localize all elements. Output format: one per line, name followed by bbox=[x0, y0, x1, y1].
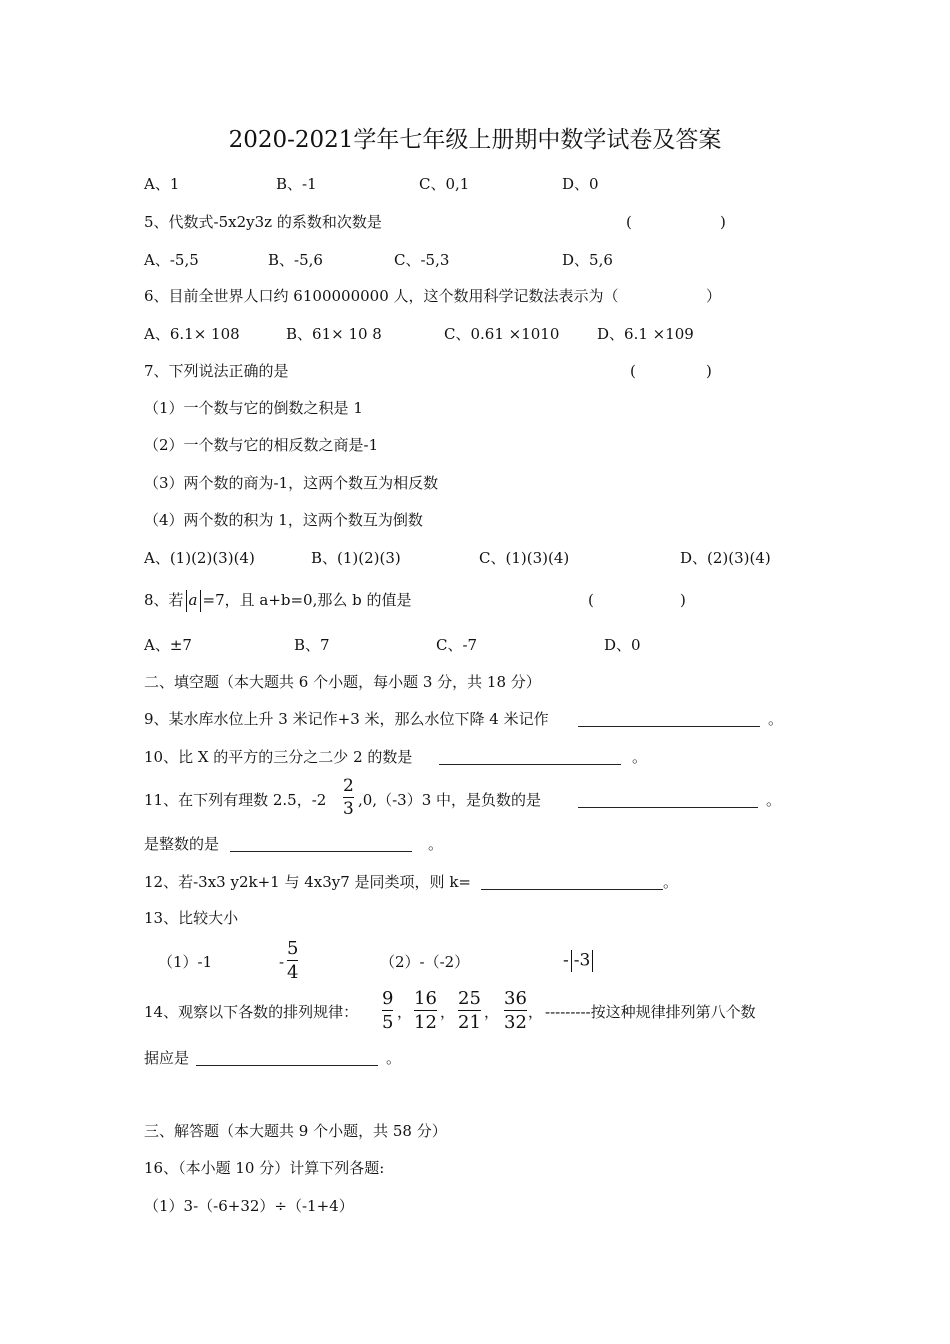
q4-option-c: C、0,1 bbox=[419, 175, 470, 193]
q13-frac-num: 5 bbox=[287, 938, 299, 959]
abs-bar-right bbox=[592, 950, 593, 972]
q10-end: 。 bbox=[632, 748, 648, 766]
q8-prefix: 8、若 bbox=[144, 591, 184, 609]
q8-variable: a bbox=[188, 591, 198, 609]
q14-comma-4: ， bbox=[528, 1003, 544, 1021]
q8-paren-open: ( bbox=[588, 591, 594, 609]
q11-suffix: ,0,（-3）3 中，是负数的是 bbox=[358, 791, 542, 809]
q11-end2: 。 bbox=[428, 835, 444, 853]
q11-negative-blank[interactable] bbox=[578, 792, 758, 808]
q11-line2: 是整数的是 bbox=[144, 835, 220, 853]
fraction-bar bbox=[414, 1010, 437, 1011]
abs-bar-right bbox=[200, 590, 201, 612]
fraction-bar bbox=[458, 1010, 481, 1011]
q7-statement-3: （3）两个数的商为-1，这两个数互为相反数 bbox=[144, 474, 439, 492]
q12-answer-blank[interactable] bbox=[481, 874, 663, 890]
q8-option-d: D、0 bbox=[604, 636, 641, 654]
fraction-bar bbox=[382, 1010, 393, 1011]
q5-paren-open: ( bbox=[626, 213, 632, 231]
abs-bar-left bbox=[186, 590, 187, 612]
q14-frac-2-num: 16 bbox=[414, 988, 437, 1009]
abs-bar-left bbox=[571, 950, 572, 972]
q16-sub1: （1）3-（-6+32）÷（-1+4） bbox=[144, 1197, 354, 1215]
fraction-bar bbox=[343, 797, 354, 798]
q4-option-b: B、-1 bbox=[276, 175, 317, 193]
q14-frac-3-den: 21 bbox=[458, 1012, 481, 1033]
q12-text: 12、若-3x3 y2k+1 与 4x3y7 是同类项，则 k= bbox=[144, 873, 471, 891]
q13-item2: （2）-（-2） bbox=[380, 953, 470, 971]
fraction-bar bbox=[504, 1010, 527, 1011]
q16-text: 16、（本小题 10 分）计算下列各题: bbox=[144, 1159, 385, 1177]
q11-prefix: 11、在下列有理数 2.5，-2 bbox=[144, 791, 327, 809]
q10-text: 10、比 X 的平方的三分之二少 2 的数是 bbox=[144, 748, 413, 766]
q9-answer-blank[interactable] bbox=[578, 711, 760, 727]
q12-end: 。 bbox=[663, 873, 679, 891]
q13-fraction bbox=[287, 938, 298, 983]
q14-frac-1-den: 5 bbox=[382, 1012, 394, 1033]
q6-option-c: C、0.61 ×1010 bbox=[444, 325, 560, 343]
q8-option-c: C、-7 bbox=[436, 636, 478, 654]
q7-option-d: D、(2)(3)(4) bbox=[680, 549, 771, 567]
q7-text: 7、下列说法正确的是 bbox=[144, 362, 289, 380]
q11-frac-den: 3 bbox=[343, 799, 354, 819]
q5-paren-close: ) bbox=[720, 213, 726, 231]
q5-option-d: D、5,6 bbox=[562, 251, 613, 269]
q13-frac-sign: - bbox=[279, 953, 285, 971]
q11-end: 。 bbox=[766, 791, 782, 809]
q14-prefix: 14、观察以下各数的排列规律： bbox=[144, 1003, 359, 1021]
q8-paren-close: ) bbox=[680, 591, 686, 609]
q14-comma-1: ， bbox=[397, 1003, 413, 1021]
q8-option-b: B、7 bbox=[294, 636, 330, 654]
q8-option-a: A、±7 bbox=[144, 636, 192, 654]
q7-paren-open: ( bbox=[630, 362, 636, 380]
q14-fraction-1 bbox=[382, 988, 393, 1033]
q5-option-b: B、-5,6 bbox=[268, 251, 323, 269]
q6-paren-close: ） bbox=[706, 287, 722, 305]
q8-text bbox=[144, 590, 412, 612]
q14-suffix: ---------按这种规律排列第八个数 bbox=[545, 1003, 756, 1021]
q4-option-a: A、1 bbox=[144, 175, 180, 193]
q14-fraction-3 bbox=[458, 988, 481, 1033]
q7-statement-2: （2）一个数与它的相反数之商是-1 bbox=[144, 436, 379, 454]
q6-option-a: A、6.1× 108 bbox=[144, 325, 240, 343]
q13-item1: （1）-1 bbox=[158, 953, 213, 971]
q14-fraction-4 bbox=[504, 988, 527, 1033]
q7-option-a: A、(1)(2)(3)(4) bbox=[144, 549, 255, 567]
q13-abs-expression bbox=[563, 950, 595, 972]
q9-text: 9、某水库水位上升 3 米记作+3 米，那么水位下降 4 米记作 bbox=[144, 710, 549, 728]
q7-option-b: B、(1)(2)(3) bbox=[311, 549, 401, 567]
section-2-heading: 二、填空题（本大题共 6 个小题，每小题 3 分，共 18 分） bbox=[144, 673, 541, 691]
q14-fraction-2 bbox=[414, 988, 437, 1033]
q14-comma-2: ， bbox=[440, 1003, 456, 1021]
q5-option-c: C、-5,3 bbox=[394, 251, 450, 269]
q14-answer-blank[interactable] bbox=[196, 1050, 378, 1066]
q14-frac-1-num: 9 bbox=[382, 988, 394, 1009]
q11-fraction bbox=[343, 776, 354, 819]
q11-integer-blank[interactable] bbox=[230, 836, 412, 852]
q5-option-a: A、-5,5 bbox=[144, 251, 199, 269]
q6-option-d: D、6.1 ×109 bbox=[597, 325, 694, 343]
q13-text: 13、比较大小 bbox=[144, 909, 239, 927]
q6-option-b: B、61× 10 8 bbox=[286, 325, 382, 343]
q13-abs-prefix: - bbox=[563, 950, 569, 971]
q14-frac-2-den: 12 bbox=[414, 1012, 437, 1033]
q14-frac-4-num: 36 bbox=[504, 988, 527, 1009]
q6-text: 6、目前全世界人口约 6100000000 人，这个数用科学记数法表示为（ bbox=[144, 287, 619, 305]
q10-answer-blank[interactable] bbox=[439, 749, 621, 765]
q13-abs-value: -3 bbox=[573, 950, 591, 971]
q14-line2: 据应是 bbox=[144, 1049, 190, 1067]
q4-option-d: D、0 bbox=[562, 175, 599, 193]
q14-end: 。 bbox=[386, 1049, 402, 1067]
fraction-bar bbox=[287, 960, 298, 961]
page-title: 2020-2021学年七年级上册期中数学试卷及答案 bbox=[228, 127, 722, 153]
section-3-heading: 三、解答题（本大题共 9 个小题，共 58 分） bbox=[144, 1122, 447, 1140]
q11-frac-num: 2 bbox=[343, 776, 354, 796]
q7-paren-close: ) bbox=[706, 362, 712, 380]
q14-comma-3: ， bbox=[484, 1003, 500, 1021]
q5-text: 5、代数式-5x2y3z 的系数和次数是 bbox=[144, 213, 382, 231]
q13-frac-den: 4 bbox=[287, 962, 299, 983]
q9-end: 。 bbox=[768, 710, 784, 728]
q8-suffix: =7，且 a+b=0,那么 b 的值是 bbox=[202, 591, 412, 609]
q7-option-c: C、(1)(3)(4) bbox=[479, 549, 570, 567]
q7-statement-1: （1）一个数与它的倒数之积是 1 bbox=[144, 399, 363, 417]
q14-frac-4-den: 32 bbox=[504, 1012, 527, 1033]
q7-statement-4: （4）两个数的积为 1，这两个数互为倒数 bbox=[144, 511, 423, 529]
q14-frac-3-num: 25 bbox=[458, 988, 481, 1009]
